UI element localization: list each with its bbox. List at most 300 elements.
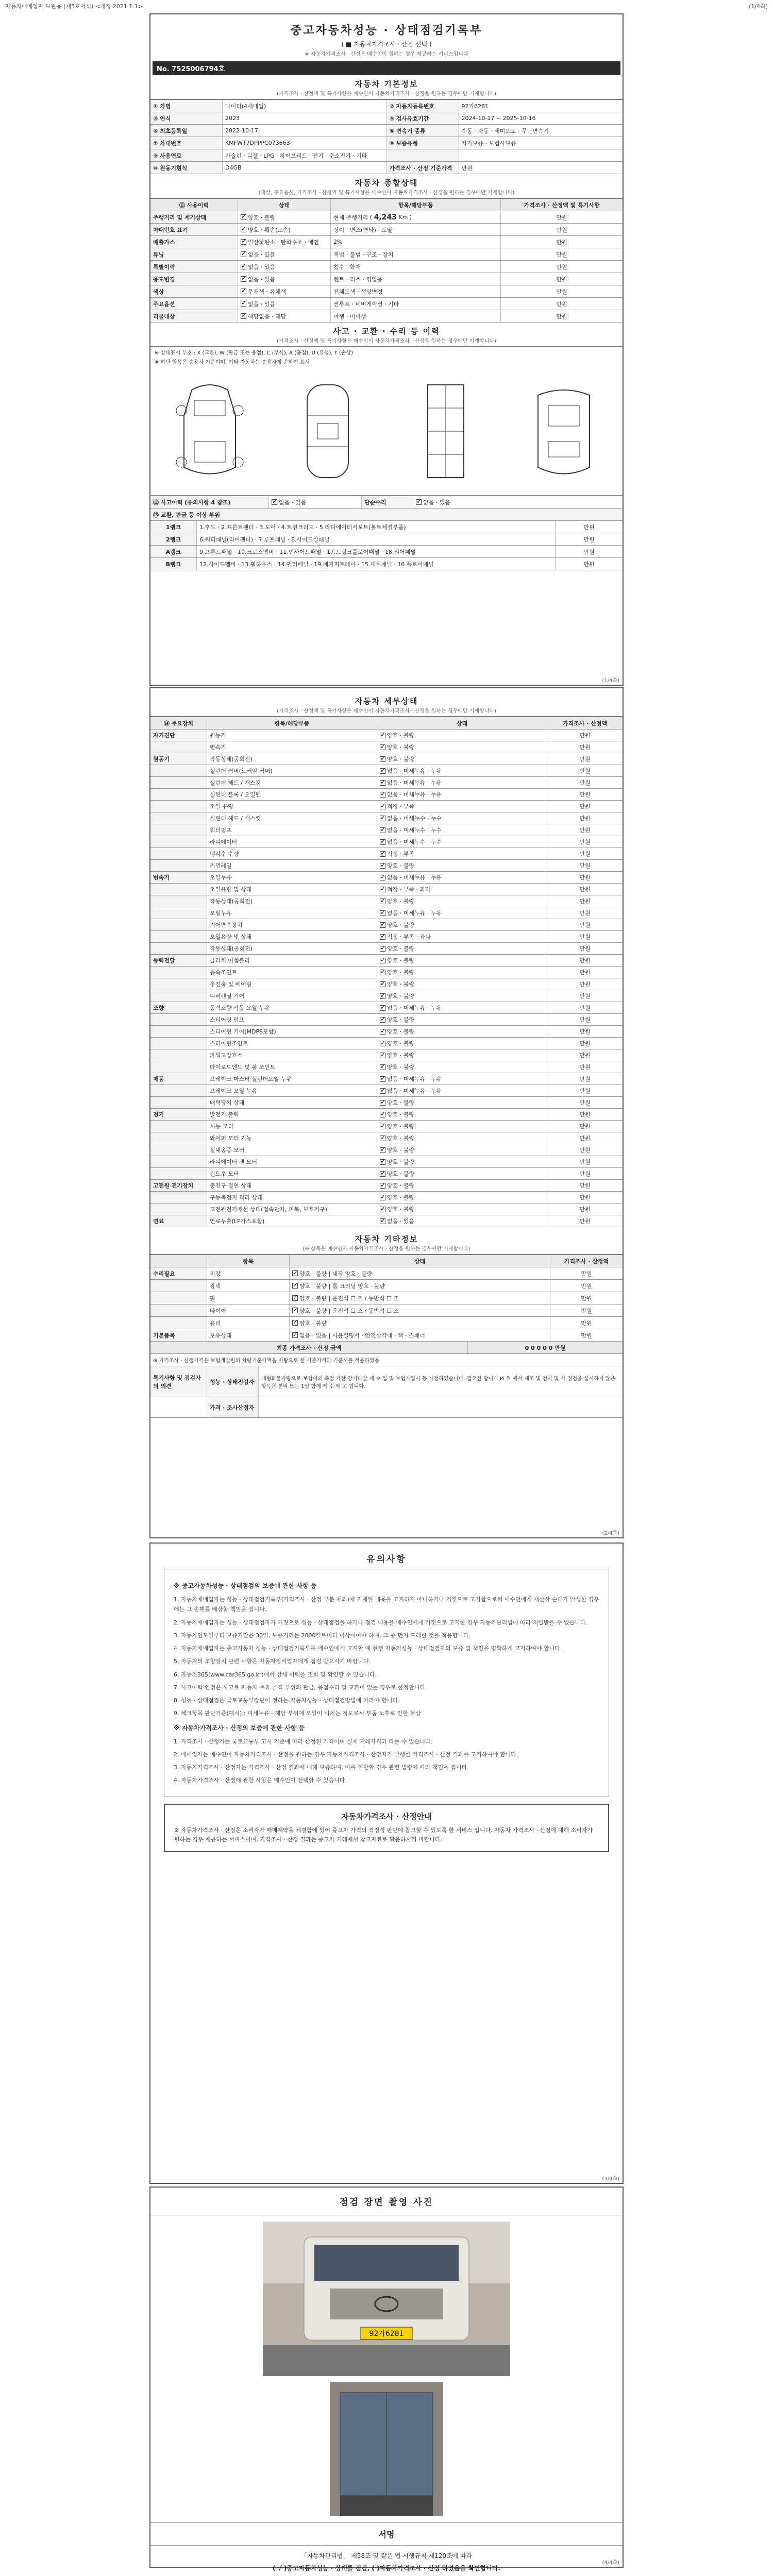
- detail-row: [150, 789, 623, 801]
- other-row: [150, 1304, 623, 1317]
- detail-state-text: 적정 · 부족 · 과다: [387, 886, 431, 893]
- basic-label: ① 차명: [150, 100, 223, 112]
- detail-row: [150, 860, 623, 872]
- other-item: 유리: [207, 1317, 290, 1329]
- detail-row: [150, 967, 623, 978]
- detail-row: [150, 848, 623, 860]
- detail-row: [150, 1085, 623, 1097]
- checkbox-first[interactable]: [380, 1041, 385, 1046]
- detail-price: 만원: [579, 779, 591, 786]
- header-state: 상태: [377, 717, 547, 729]
- detail-state: [377, 1156, 547, 1167]
- car-rear-view: [525, 380, 602, 483]
- detail-part: 냉각수 수량: [207, 848, 377, 859]
- checkbox-first[interactable]: [292, 1283, 298, 1289]
- detail-group: [150, 860, 207, 871]
- detail-part: 윈도우 모터: [207, 1168, 377, 1179]
- rankB-price: 만원: [583, 561, 595, 568]
- checkbox-first[interactable]: [380, 1195, 385, 1200]
- checkbox-first[interactable]: [380, 756, 385, 762]
- detail-rows: [150, 730, 623, 1227]
- detail-group: [150, 1097, 207, 1108]
- detail-part: 디퍼렌셜 기어: [207, 990, 377, 1002]
- detail-row: [150, 1049, 623, 1061]
- other-price: 만원: [581, 1270, 592, 1277]
- detail-group: [150, 895, 207, 907]
- detail-row: [150, 765, 623, 777]
- detail-row: [150, 1073, 623, 1085]
- detail-part: 오일유량 및 상태: [207, 884, 377, 895]
- general-detail: 상이 · 변조(변타) · 도말: [331, 224, 501, 235]
- detail-state: [377, 1180, 547, 1191]
- detail-state-text: 양호 · 불량: [387, 945, 414, 952]
- detail-part: 타이로드엔드 및 볼 조인트: [207, 1061, 377, 1073]
- special-spacer: [150, 1397, 207, 1417]
- checkbox-first[interactable]: [380, 733, 385, 738]
- special-sub: 성능 · 상태점검자: [207, 1366, 259, 1397]
- detail-state-text: 양호 · 불량: [387, 1064, 414, 1071]
- truck-front-svg: [263, 2222, 510, 2376]
- detail-row: [150, 884, 623, 895]
- accident-subtitle: (가격조사 · 산정액 및 특기사항은 매수인이 자동차가격조사 · 산정을 원하는 경우에만 기재합니다): [150, 336, 623, 347]
- price-guide-title: 자동차가격조사 · 산정안내: [341, 1811, 432, 1821]
- checkbox-first[interactable]: [380, 1183, 385, 1189]
- header-part: 항목/해당부품: [207, 717, 377, 729]
- detail-state: [377, 1144, 547, 1156]
- detail-price: 만원: [579, 839, 591, 845]
- checkbox-first[interactable]: [241, 276, 246, 282]
- car-front-view: [171, 380, 248, 483]
- notice-item: 2. 매매업자는 매수인이 자동차가격조사 · 산정을 원하는 경우 자동차가격조사 · 산정자가 발행한 가격조사 · 산정 결과를 고지하여야 합니다.: [174, 1751, 518, 1758]
- other-header-group: [150, 1255, 207, 1267]
- detail-state-text: 양호 · 불량: [387, 1099, 414, 1106]
- detail-price: 만원: [579, 791, 591, 798]
- page-number: (1/4쪽): [602, 678, 619, 684]
- checkbox-first[interactable]: [241, 264, 246, 269]
- accident-history-label: ⑫ 사고이력 (유의사항 4 참조): [150, 496, 269, 508]
- basic-value: 2024-10-17 ~ 2025-10-16: [461, 115, 536, 122]
- detail-part: 발전기 출력: [207, 1109, 377, 1120]
- general-status-text: 없음 · 있음: [248, 276, 275, 283]
- checkbox-first[interactable]: [380, 887, 385, 892]
- detail-state: [377, 967, 547, 978]
- mileage-value-cell: 현재 주행거리 ( 4,243 Km ): [331, 211, 501, 223]
- checkbox-first[interactable]: [380, 804, 385, 809]
- detail-state-text: 없음 · 미세누수 · 누수: [387, 839, 442, 845]
- checkbox-first[interactable]: [380, 875, 385, 880]
- checkbox-first[interactable]: [292, 1270, 298, 1276]
- checkbox-first[interactable]: [380, 1136, 385, 1141]
- detail-state-text: 양호 · 불량: [387, 1016, 414, 1023]
- checkbox-first[interactable]: [380, 922, 385, 928]
- basic-label: ② 자동차등록번호: [387, 100, 459, 112]
- detail-group: [150, 1132, 207, 1144]
- detail-state: [377, 741, 547, 753]
- other-info-table: [150, 1255, 623, 1418]
- detail-group: 원동기: [150, 753, 207, 765]
- detail-state: [377, 1038, 547, 1049]
- rankB-items: 12.사이드멤버 · 13.휠하우스 · 14.필러패널 · 19.패키지트레이 · 15.대쉬패널 · 16.플로어패널: [197, 558, 556, 570]
- checkbox-none-2[interactable]: [416, 499, 422, 505]
- detail-state: [377, 1073, 547, 1084]
- detail-part: 스티어링 펌프: [207, 1014, 377, 1025]
- license-plate: 92가6281: [369, 2330, 404, 2338]
- detail-state-text: 양호 · 불량: [387, 1182, 414, 1189]
- detail-part: 워터펌프: [207, 824, 377, 836]
- checkbox-first[interactable]: [380, 768, 385, 774]
- other-item: 보유상태: [207, 1329, 290, 1341]
- detail-price: 만원: [579, 1016, 591, 1023]
- checkbox-first[interactable]: [380, 1064, 385, 1070]
- other-state: [290, 1292, 550, 1304]
- checkbox-first[interactable]: [241, 313, 246, 319]
- simple-repair-label: 단순수리: [362, 496, 413, 508]
- detail-state: [377, 1204, 547, 1215]
- notice-head-2: ※ 자동차가격조사 · 산정의 보증에 관한 사항 등: [174, 1724, 305, 1732]
- detail-state-text: 없음 · 미세누유 · 누유: [387, 910, 442, 917]
- general-detail: 이행 · 미이행: [331, 310, 501, 322]
- detail-group: [150, 990, 207, 1002]
- special-row-2: [150, 1397, 623, 1418]
- checkbox-first[interactable]: [292, 1295, 298, 1301]
- detail-state-text: 없음 · 미세누유 · 누유: [387, 768, 442, 774]
- general-detail: 적법 · 불법 · 구조 · 장치: [331, 248, 501, 260]
- detail-group: [150, 1049, 207, 1061]
- detail-group: [150, 1144, 207, 1156]
- other-state: [290, 1267, 550, 1279]
- checkbox-first[interactable]: [380, 780, 385, 786]
- checkbox-none[interactable]: [272, 499, 277, 505]
- basic-value: 2022-10-17: [223, 125, 387, 137]
- special-text: 대형화물자량으로 보험이의 측정 가한 강기타발 제 수 업 및 보험가입시 등 가점하였습니다. 필요한 합니다 Pi 위 에서 제조 및 검사 및 사 점검을 실시하지 않은 항목은 분리 또는 1일 함께 제 수 에 고 합니다.: [261, 1376, 615, 1389]
- detail-state-text: 없음 · 미세누수 · 누수: [387, 815, 442, 822]
- checkbox-first[interactable]: [380, 946, 385, 952]
- general-row: [150, 236, 623, 248]
- general-row: [150, 261, 623, 273]
- other-state-text: 양호 · 불량: [299, 1319, 327, 1327]
- basic-value: 마이티(4세대입): [223, 100, 387, 112]
- detail-state-text: 양호 · 불량: [387, 1135, 414, 1142]
- basic-info-subtitle: (가격조사 · 산정액 및 특기사항은 매수인이 자동차가격조사 · 산정을 원하는 경우에만 기재합니다): [150, 89, 623, 99]
- rankA-price: 만원: [583, 548, 595, 555]
- detail-state: [377, 753, 547, 765]
- notice-items-1: [174, 1595, 599, 1719]
- detail-part: 연료누출(LP가스포함): [207, 1215, 377, 1227]
- mileage-row: [150, 211, 623, 224]
- general-status-text: 없음 · 있음: [248, 251, 275, 258]
- checkbox-first[interactable]: [380, 1218, 385, 1224]
- rank2-items: 6.쿼터패널(리어펜더) · 7.루프패널 · 8.사이드실패널: [197, 533, 556, 545]
- rank2-price: 만원: [583, 536, 595, 543]
- checkbox-first[interactable]: [380, 1207, 385, 1212]
- general-status-text: 해당없음 · 해당: [248, 313, 287, 320]
- detail-group: [150, 907, 207, 919]
- detail-row: [150, 1097, 623, 1109]
- basic-label: ⑩ 원동기형식: [150, 162, 223, 174]
- basic-row: [150, 125, 623, 137]
- photos-title: 점검 장면 촬영 사진: [150, 2188, 623, 2215]
- detail-price: 만원: [579, 1099, 591, 1106]
- detail-group: [150, 1204, 207, 1215]
- detail-state: [377, 777, 547, 788]
- detail-price: 만원: [579, 898, 591, 905]
- detail-price: 만원: [579, 1135, 591, 1142]
- detail-price: 만원: [579, 910, 591, 917]
- detail-state-text: 양호 · 불량: [387, 1147, 414, 1154]
- checkbox-first[interactable]: [380, 1017, 385, 1023]
- detail-group: [150, 801, 207, 812]
- general-price: 만원: [556, 313, 567, 320]
- detail-price: 만원: [579, 1052, 591, 1059]
- detail-row: [150, 955, 623, 967]
- accident-legend-2: ※ 하단 항목은 승용차 기준이며, 기타 자동차는 승용차에 준하여 표시: [155, 360, 310, 365]
- detail-part: 실린더 블록 / 오일팬: [207, 789, 377, 800]
- detail-group: 조향: [150, 1002, 207, 1013]
- checkbox-first[interactable]: [380, 899, 385, 904]
- rankA-label: A랭크: [150, 546, 197, 557]
- general-row: [150, 224, 623, 236]
- detail-row: [150, 1132, 623, 1144]
- detail-price: 만원: [579, 1064, 591, 1071]
- other-price: 만원: [581, 1282, 592, 1290]
- detail-price: 만원: [579, 1123, 591, 1130]
- detail-state-text: 없음 · 미세누유 · 누유: [387, 1076, 442, 1082]
- detail-state: [377, 765, 547, 776]
- signature-line-1: 「자동차관리법」 제58조 및 같은 법 시행규칙 제120조에 따라: [300, 2552, 473, 2560]
- detail-price: 만원: [579, 945, 591, 952]
- checkbox-first[interactable]: [380, 993, 385, 999]
- checkbox-first[interactable]: [380, 1100, 385, 1106]
- checkbox-good[interactable]: [241, 214, 246, 220]
- detail-price: 만원: [579, 1171, 591, 1177]
- detail-part: 원동기: [207, 730, 377, 741]
- other-state-text: 양호 · 불량 | 운전석 ☐ 조 / 동반석 ☐ 조: [299, 1295, 399, 1302]
- car-top-svg: [289, 380, 366, 483]
- checkbox-first[interactable]: [380, 981, 385, 987]
- checkbox-first[interactable]: [380, 1112, 385, 1117]
- other-state: [290, 1317, 550, 1329]
- general-status: [238, 298, 331, 310]
- general-row: [150, 298, 623, 310]
- detail-state: [377, 872, 547, 883]
- notice-head-1: ※ 중고자동차성능 · 상태점검의 보증에 관한 사항 등: [174, 1582, 317, 1589]
- accident-history-options: 없음 · 있음: [279, 499, 306, 506]
- other-price: 만원: [581, 1307, 592, 1314]
- checkbox-first[interactable]: [380, 1147, 385, 1153]
- checkbox-first[interactable]: [380, 839, 385, 845]
- detail-row: [150, 730, 623, 741]
- general-status: [238, 310, 331, 322]
- detail-group: 자기진단: [150, 730, 207, 741]
- detail-price: 만원: [579, 1028, 591, 1035]
- total-value: 0 0 0 0 0 만원: [525, 1344, 566, 1351]
- price-guide-box: [164, 1804, 609, 1852]
- detail-part: 동력조향 작동 오일 누유: [207, 1002, 377, 1013]
- rankA-row: [150, 546, 623, 558]
- sheet-detail-status: [149, 687, 624, 1538]
- detail-row: [150, 895, 623, 907]
- detail-state-text: 양호 · 불량: [387, 969, 414, 976]
- detail-state: [377, 955, 547, 966]
- general-price: 만원: [556, 239, 567, 246]
- other-header-price: 가격조사 · 산정액: [564, 1258, 609, 1265]
- detail-group: [150, 824, 207, 836]
- rank2-label: 2랭크: [150, 533, 197, 545]
- document-title: 중고자동차성능 · 상태점검기록부: [290, 24, 483, 37]
- detail-part: 작동상태(공회전): [207, 895, 377, 907]
- general-status-text: 없음 · 있음: [248, 263, 275, 270]
- detail-state-text: 없음 · 미세누수 · 누수: [387, 827, 442, 834]
- detail-row: [150, 1061, 623, 1073]
- detail-state: [377, 1026, 547, 1037]
- detail-group: [150, 777, 207, 788]
- other-item: 타이어: [207, 1304, 290, 1316]
- detail-group: [150, 1121, 207, 1132]
- checkbox-first[interactable]: [380, 910, 385, 916]
- detail-group: [150, 1038, 207, 1049]
- general-detail: 렌트 · 리스 · 영업용: [331, 273, 501, 285]
- other-row: [150, 1280, 623, 1292]
- checkbox-first[interactable]: [380, 934, 385, 940]
- general-detail: 침수 · 화재: [331, 261, 501, 273]
- general-status: [238, 261, 331, 273]
- notice-item: 8. 성능 · 상태점검은 국토교통부장관이 정하는 자동차성능 · 상태점검방법에 따라야 합니다.: [174, 1697, 400, 1704]
- general-status-text: 일산화탄소 · 탄화수소 · 매연: [248, 239, 319, 246]
- detail-price: 만원: [579, 744, 591, 751]
- detail-part: 배력장치 상태: [207, 1097, 377, 1108]
- detail-price: 만원: [579, 1005, 591, 1011]
- detail-state-text: 양호 · 불량: [387, 1206, 414, 1213]
- detail-state-text: 양호 · 불량: [387, 1123, 414, 1130]
- detail-part: 오일누유: [207, 907, 377, 919]
- detail-part: 오일유량 및 상태: [207, 931, 377, 942]
- simple-repair-status: [413, 496, 623, 508]
- basic-value: D4GB: [223, 162, 387, 174]
- checkbox-first[interactable]: [241, 289, 246, 294]
- general-detail: 2%: [331, 236, 501, 248]
- checkbox-first[interactable]: [292, 1320, 298, 1326]
- detail-state-text: 없음 · 미세누유 · 누유: [387, 1005, 442, 1011]
- general-price: 만원: [556, 288, 567, 295]
- detail-row: [150, 801, 623, 812]
- checkbox-first[interactable]: [380, 816, 385, 821]
- checkbox-first[interactable]: [380, 1124, 385, 1129]
- detail-group: 변속기: [150, 872, 207, 883]
- truck-side-svg: [330, 2382, 443, 2516]
- checkbox-first[interactable]: [241, 301, 246, 307]
- general-label: 튜닝: [150, 248, 238, 260]
- general-label: 특별이력: [150, 261, 238, 273]
- detail-part: 변속기: [207, 741, 377, 753]
- detail-state: [377, 1002, 547, 1013]
- detail-state: [377, 943, 547, 954]
- checkbox-first[interactable]: [380, 827, 385, 833]
- checkbox-first[interactable]: [380, 744, 385, 750]
- checkbox-first[interactable]: [380, 1076, 385, 1082]
- general-row: [150, 248, 623, 261]
- checkbox-first[interactable]: [380, 970, 385, 975]
- detail-price: 만원: [579, 1111, 591, 1118]
- checkbox-first[interactable]: [292, 1332, 298, 1338]
- other-state-text: 양호 · 불량 | 운전석 ☐ 조 / 동반석 ☐ 조: [299, 1307, 399, 1314]
- checkbox-first[interactable]: [241, 227, 246, 232]
- general-status: [238, 285, 331, 297]
- detail-state: [377, 1215, 547, 1227]
- detail-part: 시동 모터: [207, 1121, 377, 1132]
- detail-state: [377, 1061, 547, 1073]
- detail-group: [150, 1014, 207, 1025]
- detail-state-text: 없음 · 미세누유 · 누유: [387, 874, 442, 881]
- checkbox-first[interactable]: [380, 851, 385, 857]
- rank2-row: [150, 533, 623, 546]
- detail-state: [377, 1097, 547, 1108]
- detail-row: [150, 1192, 623, 1204]
- rankB-row: [150, 558, 623, 570]
- general-status-title: 자동차 종합상태: [355, 178, 418, 188]
- detail-group: [150, 1026, 207, 1037]
- detail-group: 고전원 전기장치: [150, 1180, 207, 1191]
- detail-state-text: 적정 · 부족: [387, 851, 414, 857]
- detail-part: 와이퍼 모터 기능: [207, 1132, 377, 1144]
- checkbox-first[interactable]: [380, 958, 385, 963]
- checkbox-first[interactable]: [380, 792, 385, 798]
- price-guide-text: ※ 자동차가격조사 · 산정은 소비자가 매매계약을 체결함에 있어 중고차 가격의 적정성 판단에 참고할 수 있도록 한 서비스 입니다. 자동차 가격조사 · 산정에 대해 소비자가 원하는 경우 제공하는 서비스이며, 가격조사 · 산정 결과는 중고차 거래에서 참고자료로 활용하시기 바랍니다.: [174, 1826, 593, 1843]
- basic-row: [150, 112, 623, 125]
- general-detail: 전체도색 · 색상변경: [331, 285, 501, 297]
- basic-value: KMFWT7DPPPC073663: [223, 137, 387, 149]
- general-row: [150, 310, 623, 323]
- checkbox-first[interactable]: [241, 239, 246, 245]
- checkbox-first[interactable]: [380, 1029, 385, 1035]
- checkbox-first[interactable]: [380, 863, 385, 869]
- checkbox-first[interactable]: [380, 1005, 385, 1011]
- general-status-text: 무채색 · 유채색: [248, 288, 287, 295]
- checkbox-first[interactable]: [380, 1053, 385, 1058]
- detail-part: 커먼레일: [207, 860, 377, 871]
- detail-state-text: 양호 · 불량: [387, 1028, 414, 1035]
- general-detail: 썬루프 · 네비게이션 · 기타: [331, 298, 501, 310]
- detail-price: 만원: [579, 827, 591, 834]
- rank1-row: [150, 521, 623, 533]
- detail-row: [150, 1014, 623, 1026]
- detail-state: [377, 931, 547, 942]
- detail-state-text: 없음 · 미세누유 · 누유: [387, 779, 442, 786]
- detail-row: [150, 812, 623, 824]
- other-price: 만원: [581, 1319, 592, 1327]
- notice-item: 9. 체크항목 판단기준(예시) : 미세누유 - 해당 부위에 오일이 비치는 정도로서 부품 노후로 인한 현상: [174, 1710, 421, 1717]
- other-group: [150, 1292, 207, 1304]
- detail-price: 만원: [579, 1194, 591, 1201]
- general-price: 만원: [556, 251, 567, 258]
- detail-state: [377, 1168, 547, 1179]
- detail-price: 만원: [579, 1147, 591, 1154]
- detail-row: [150, 1109, 623, 1121]
- detail-part: 실린더 헤드 / 개스킷: [207, 777, 377, 788]
- basic-value: 가솔린 · 디젤 · LPG · 하이브리드 · 전기 · 수소전기 · 기타: [223, 149, 387, 161]
- checkbox-first[interactable]: [380, 1088, 385, 1094]
- detail-group: [150, 919, 207, 930]
- checkbox-first[interactable]: [380, 1171, 385, 1177]
- checkbox-first[interactable]: [380, 1159, 385, 1165]
- detail-part: 고전원전기배선 상태(접속단자, 피복, 보호기구): [207, 1204, 377, 1215]
- other-header-item: 항목: [207, 1255, 290, 1267]
- accident-history-status: [269, 496, 362, 508]
- basic-value: 92가6281: [461, 103, 489, 110]
- special-sub-2: 가격 · 조사산정자: [207, 1397, 259, 1417]
- mileage-status: [238, 211, 331, 223]
- checkbox-first[interactable]: [292, 1308, 298, 1313]
- checkbox-first[interactable]: [241, 251, 246, 257]
